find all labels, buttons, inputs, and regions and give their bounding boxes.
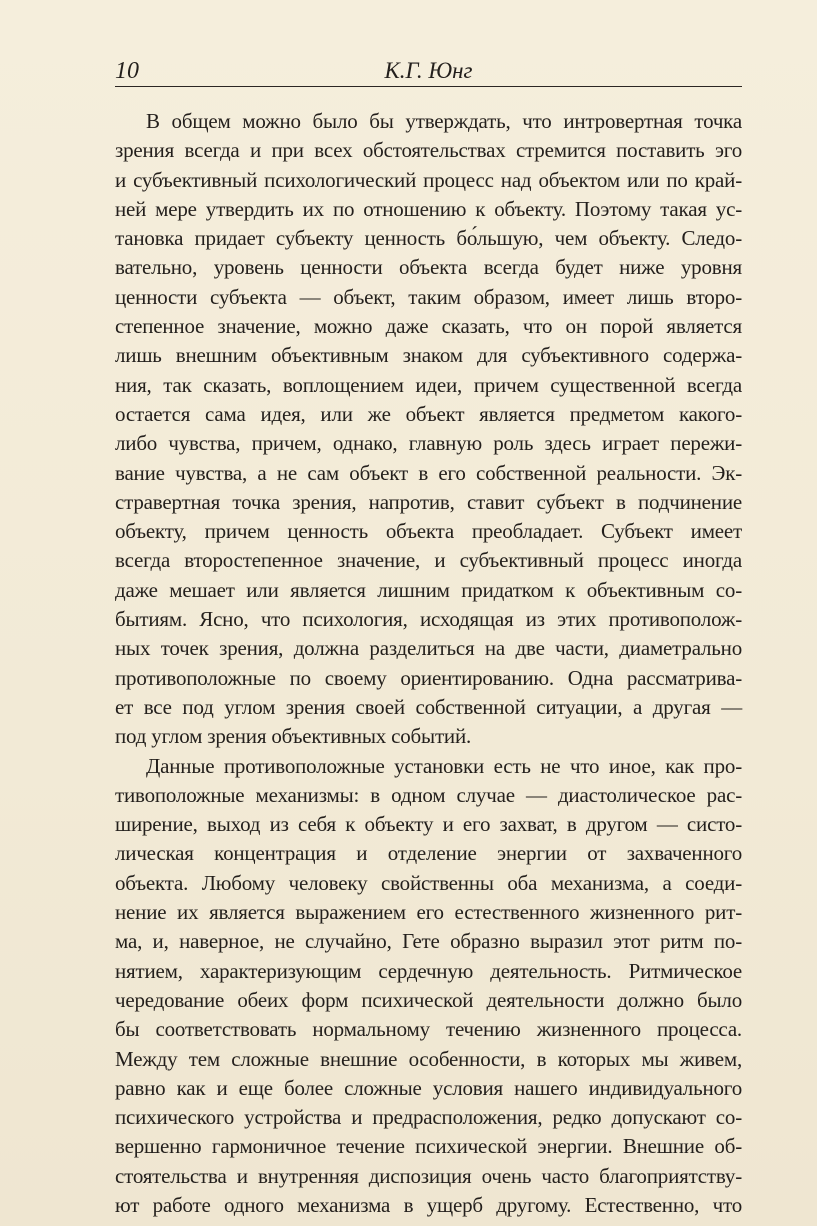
paragraph-last-line: под углом зрения объективных событий. (115, 724, 472, 749)
text-line: нение их является выражением его естественного жизненного рит- (115, 900, 742, 925)
text-line: лишь внешним объективным знаком для субъективного содержа- (115, 343, 742, 368)
running-title: К.Г. Юнг (384, 58, 473, 83)
text-line: ных точек зрения, должна разделиться на две части, диаметрально (115, 636, 742, 661)
text-line: ней мере утвердить их по отношению к объекту. Поэтому такая ус- (115, 196, 742, 221)
text-line: зрения всегда и при всех обстоятельствах стремится поставить эго (115, 138, 742, 163)
text-line: объекту, причем ценность объекта преобладает. Субъект имеет (115, 519, 742, 544)
text-line: нятием, характеризующим сердечную деятельность. Ритмическое (115, 958, 742, 983)
body-text (115, 107, 742, 1220)
running-head (115, 56, 742, 87)
text-line: ют работе одного механизма в ущерб другому. Естественно, что (115, 1192, 742, 1217)
text-line: ния, так сказать, воплощением идеи, причем существенной всегда (115, 372, 742, 397)
text-line: вершенно гармоничное течение психической энергии. Внешние об- (115, 1134, 742, 1159)
text-line: ценности субъекта — объект, таким образом, имеет лишь второ- (115, 284, 742, 309)
text-line: противоположные по своему ориентированию. Одна рассматрива- (115, 665, 742, 690)
text-line: В общем можно было бы утверждать, что интровертная точка (146, 109, 742, 133)
text-line: тивоположные механизмы: в одном случае — диастолическое рас- (115, 782, 742, 807)
text-line: ет все под углом зрения своей собственной ситуации, а другая — (115, 694, 742, 719)
text-line: либо чувства, причем, однако, главную роль здесь играет пережи- (115, 431, 742, 456)
text-line: Между тем сложные внешние особенности, в которых мы живем, (115, 1046, 742, 1071)
text-line: бы соответствовать нормальному течению жизненного процесса. (115, 1017, 742, 1042)
text-line: остается сама идея, или же объект является предметом какого- (115, 401, 742, 426)
text-line: тановка придает субъекту ценность бо́льшую, чем объекту. Следо- (115, 226, 742, 251)
text-line: степенное значение, можно даже сказать, что он порой является (115, 314, 742, 339)
text-line: вательно, уровень ценности объекта всегда будет ниже уровня (115, 255, 742, 280)
text-line: ширение, выход из себя к объекту и его захват, в другом — систо- (115, 812, 742, 837)
text-line: лическая концентрация и отделение энергии от захваченного (115, 841, 742, 866)
text-line: даже мешает или является лишним придатком к объективным со- (115, 577, 742, 602)
text-line: стоятельства и внутренняя диспозиция очень часто благоприятству- (115, 1163, 742, 1188)
text-line: и субъективный психологический процесс над объектом или по край- (115, 167, 742, 192)
text-line: стравертная точка зрения, напротив, ставит субъект в подчинение (115, 489, 742, 514)
text-line: чередование обеих форм психической деятельности должно было (115, 987, 742, 1012)
text-line: вание чувства, а не сам объект в его собственной реальности. Эк- (115, 460, 742, 485)
text-line: ма, и, наверное, не случайно, Гете образно выразил этот ритм по- (115, 929, 742, 954)
text-line: всегда второстепенное значение, и субъективный процесс иногда (115, 548, 742, 573)
text-line: бытиям. Ясно, что психология, исходящая из этих противополож- (115, 607, 742, 632)
text-line: психического устройства и предрасположения, редко допускают со- (115, 1105, 742, 1130)
text-line: Данные противоположные установки есть не что иное, как про- (146, 753, 742, 778)
text-line: объекта. Любому человеку свойственны оба механизма, а соеди- (115, 870, 742, 895)
text-line: равно как и еще более сложные условия нашего индивидуального (115, 1075, 742, 1100)
page-number: 10 (115, 58, 139, 84)
